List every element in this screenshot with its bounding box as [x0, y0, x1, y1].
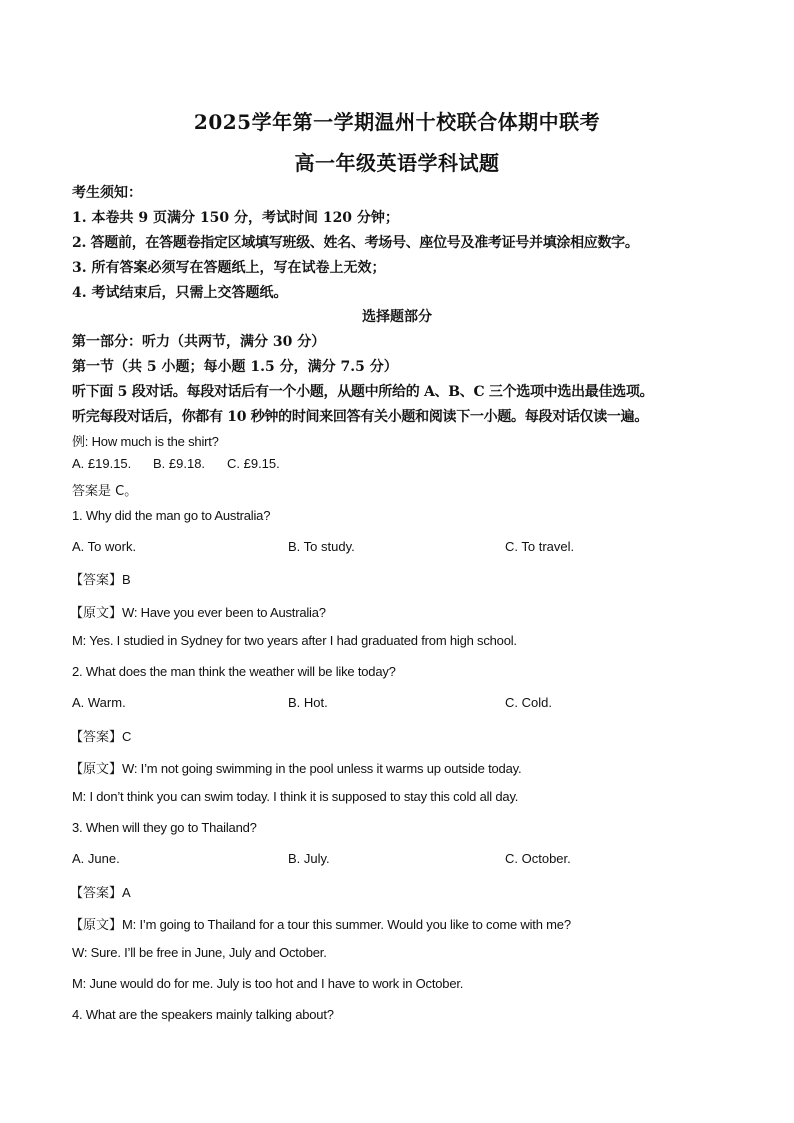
source-tag: 【原文】 — [70, 762, 123, 777]
source-tag: 【原文】 — [70, 606, 123, 621]
question-1-option-b: B. To study. — [288, 539, 355, 554]
question-1-stem: 1. Why did the man go to Australia? — [72, 508, 271, 523]
transcript-text: W: I’m not going swimming in the pool unless it warms up outside today. — [122, 761, 522, 776]
transcript-text: M: I’m going to Thailand for a tour this summer. Would you like to come with me? — [122, 917, 571, 932]
answer-tag: 【答案】 — [70, 730, 123, 745]
notice-item-2: 2. 答题前，在答题卷指定区域填写班级、姓名、考场号、座位号及准考证号并填涂相应数字。 — [72, 235, 639, 251]
exam-subtitle: 高一年级英语学科试题 — [294, 151, 500, 175]
exam-title: 2025学年第一学期温州十校联合体期中联考 — [193, 110, 601, 134]
question-2-option-c: C. Cold. — [505, 695, 552, 710]
notice-item-1: 1. 本卷共 9 页满分 150 分，考试时间 120 分钟； — [72, 210, 399, 226]
question-3-option-c: C. October. — [505, 851, 571, 866]
question-4-stem: 4. What are the speakers mainly talking about? — [72, 1007, 334, 1022]
question-3-transcript-line-2: W: Sure. I’ll be free in June, July and October. — [72, 945, 327, 960]
notice-item-4: 4. 考试结束后，只需上交答题纸。 — [72, 285, 288, 301]
notice-item-3: 3. 所有答案必须写在答题纸上，写在试卷上无效； — [72, 260, 386, 276]
part1-heading: 第一部分：听力（共两节，满分 30 分） — [72, 334, 326, 350]
question-1-option-c: C. To travel. — [505, 539, 575, 554]
transcript-text: W: Have you ever been to Australia? — [122, 605, 326, 620]
question-3-transcript-line-3: M: June would do for me. July is too hot and I have to work in October. — [72, 976, 464, 991]
source-tag: 【原文】 — [70, 918, 123, 933]
question-2-transcript-line-2: M: I don’t think you can swim today. I think it is supposed to stay this cold all day. — [72, 789, 519, 804]
part1-subheading: 第一节（共 5 小题；每小题 1.5 分，满分 7.5 分） — [72, 359, 398, 375]
question-2-answer-line — [70, 726, 131, 745]
part1-instruction-2: 听完每段对话后，你都有 10 秒钟的时间来回答有关小题和阅读下一小题。每段对话仅读一遍。 — [72, 409, 649, 425]
question-2-stem: 2. What does the man think the weather will be like today? — [72, 664, 396, 679]
notice-heading: 考生须知： — [72, 185, 142, 201]
example-option-a: A. £19.15. — [72, 456, 132, 471]
question-1-transcript-line-1 — [70, 602, 326, 621]
answer-tag: 【答案】 — [70, 573, 123, 588]
question-1-transcript-line-2: M: Yes. I studied in Sydney for two years after I had graduated from high school. — [72, 633, 517, 648]
question-3-answer-line — [70, 882, 131, 901]
question-3-stem: 3. When will they go to Thailand? — [72, 820, 257, 835]
example-option-b: B. £9.18. — [153, 456, 206, 471]
question-1-option-a: A. To work. — [72, 539, 137, 554]
answer-value: A — [122, 885, 131, 900]
question-3-option-a: A. June. — [72, 851, 120, 866]
question-2-option-a: A. Warm. — [72, 695, 126, 710]
section-heading: 选择题部分 — [362, 309, 432, 325]
example-question: 例: How much is the shirt? — [72, 434, 219, 449]
question-3-option-b: B. July. — [288, 851, 330, 866]
answer-value: C — [122, 729, 132, 744]
question-2-transcript-line-1 — [70, 758, 521, 777]
answer-tag: 【答案】 — [70, 886, 123, 901]
example-answer: 答案是 C。 — [72, 484, 138, 499]
question-1-answer-line — [70, 569, 131, 588]
part1-instruction-1: 听下面 5 段对话。每段对话后有一个小题，从题中所给的 A、B、C 三个选项中选出最佳选项。 — [72, 384, 654, 400]
example-option-c: C. £9.15. — [227, 456, 280, 471]
answer-value: B — [122, 572, 131, 587]
question-2-option-b: B. Hot. — [288, 695, 328, 710]
question-3-transcript-line-1 — [70, 914, 571, 933]
